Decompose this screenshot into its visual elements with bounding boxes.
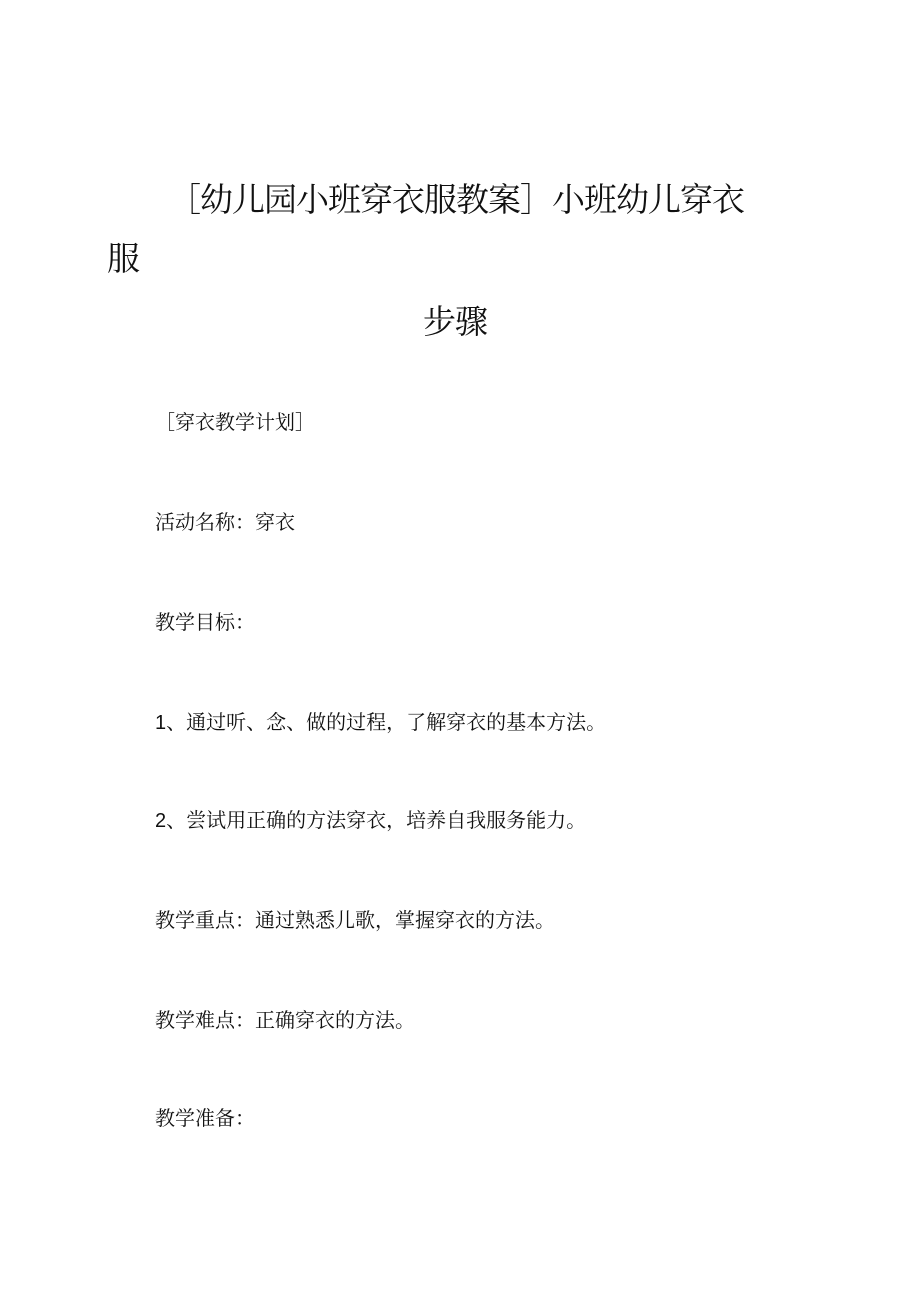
goal-item-2-number: 2 bbox=[155, 810, 167, 832]
document-title-line-3: 步骤 bbox=[423, 302, 487, 341]
goals-heading: 教学目标： bbox=[155, 610, 255, 634]
goal-item-1-number: 1 bbox=[155, 712, 167, 734]
document-title-line-1: ［幼儿园小班穿衣服教案］小班幼儿穿衣 bbox=[168, 180, 744, 219]
preparation-heading: 教学准备： bbox=[155, 1106, 255, 1130]
document-title-line-2: 服 bbox=[107, 239, 139, 278]
goal-item-1 bbox=[155, 712, 606, 733]
goal-item-2 bbox=[155, 810, 586, 831]
goal-item-1-text: 、通过听、念、做的过程，了解穿衣的基本方法。 bbox=[166, 710, 607, 734]
key-point: 教学重点：通过熟悉儿歌，掌握穿衣的方法。 bbox=[155, 908, 555, 932]
plan-heading: ［穿衣教学计划］ bbox=[155, 410, 315, 434]
goal-item-2-text: 、尝试用正确的方法穿衣，培养自我服务能力。 bbox=[166, 808, 587, 832]
difficulty-point: 教学难点：正确穿衣的方法。 bbox=[155, 1008, 415, 1032]
activity-name: 活动名称：穿衣 bbox=[155, 510, 295, 534]
